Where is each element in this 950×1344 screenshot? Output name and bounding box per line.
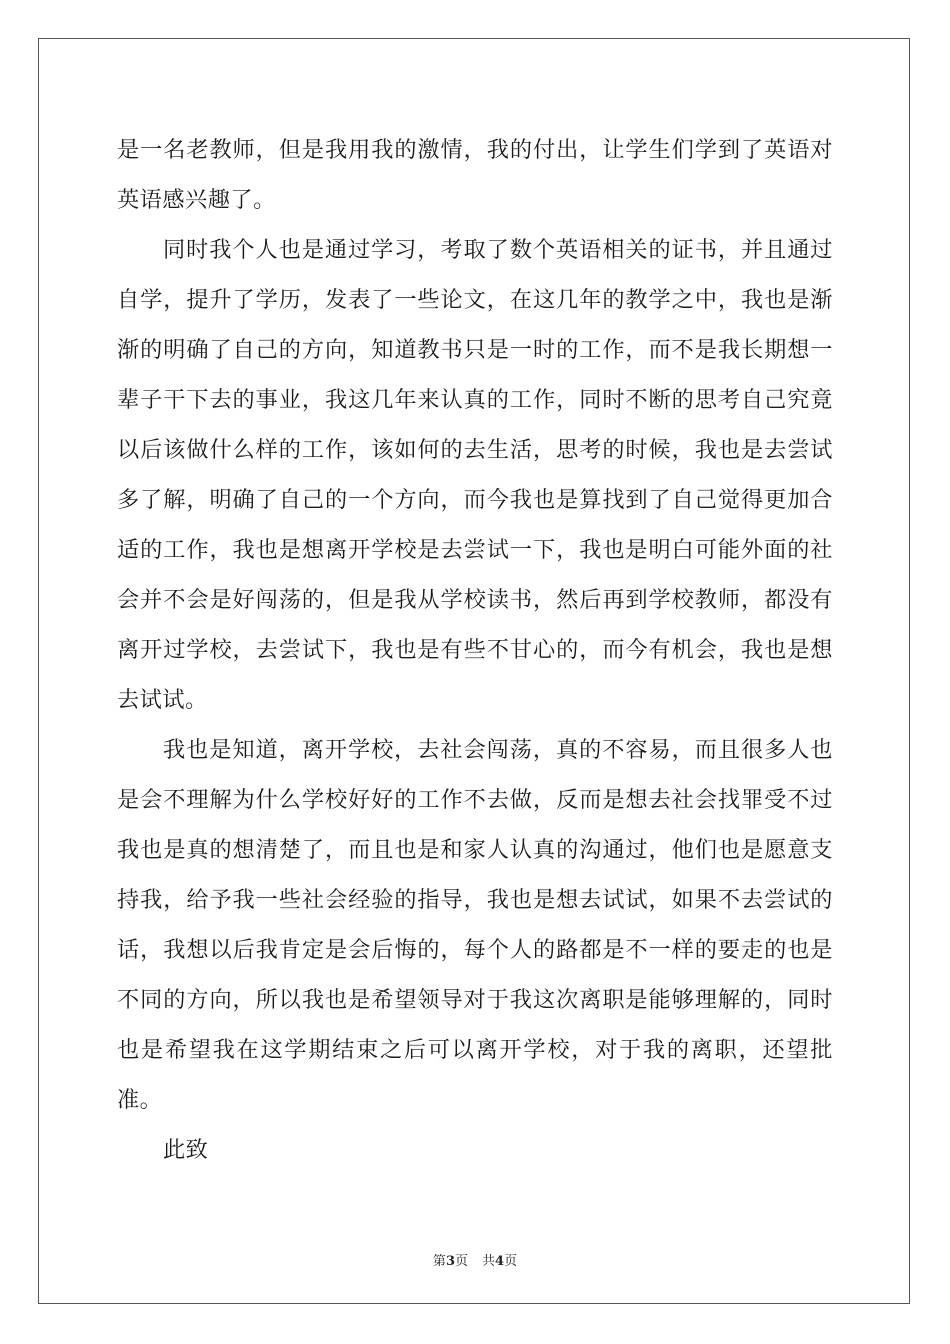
total-prefix: 共 [482, 1254, 496, 1269]
letter-body [117, 125, 833, 1175]
paragraph-2: 同时我个人也是通过学习，考取了数个英语相关的证书，并且通过自学，提升了学历，发表了一些论文，在这几年的教学之中，我也是渐渐的明确了自己的方向，知道教书只是一时的工作，而不是我长期想一辈子干下去的事业，我这几年来认真的工作，同时不断的思考自己究竟以后该做什么样的工作，该如何的去生活，思考的时候，我也是去尝试多了解，明确了自己的一个方向，而今我也是算找到了自己觉得更加合适的工作，我也是想离开学校是去尝试一下，我也是明白可能外面的社会并不会是好闯荡的，但是我从学校读书，然后再到学校教师，都没有离开过学校，去尝试下，我也是有些不甘心的，而今有机会，我也是想去试试。 [117, 237, 833, 713]
closing-salutation: 此致 [163, 1137, 209, 1163]
page-prefix: 第 [432, 1254, 446, 1269]
page-current: 3 [445, 1254, 455, 1269]
page-total: 4 [495, 1254, 505, 1269]
page-suffix: 页 [454, 1254, 468, 1269]
paragraph-1: 是一名老教师，但是我用我的激情，我的付出，让学生们学到了英语对英语感兴趣了。 [117, 137, 833, 213]
page-footer [0, 1250, 950, 1269]
paragraph-3: 我也是知道，离开学校，去社会闯荡，真的不容易，而且很多人也是会不理解为什么学校好好的工作不去做，反而是想去社会找罪受不过我也是真的想清楚了，而且也是和家人认真的沟通过，他们也是愿意支持我，给予我一些社会经验的指导，我也是想去试试，如果不去尝试的话，我想以后我肯定是会后悔的，每个人的路都是不一样的要走的也是不同的方向，所以我也是希望领导对于我这次离职是能够理解的，同时也是希望我在这学期结束之后可以离开学校，对于我的离职，还望批准。 [117, 737, 833, 1113]
total-suffix: 页 [504, 1254, 518, 1269]
